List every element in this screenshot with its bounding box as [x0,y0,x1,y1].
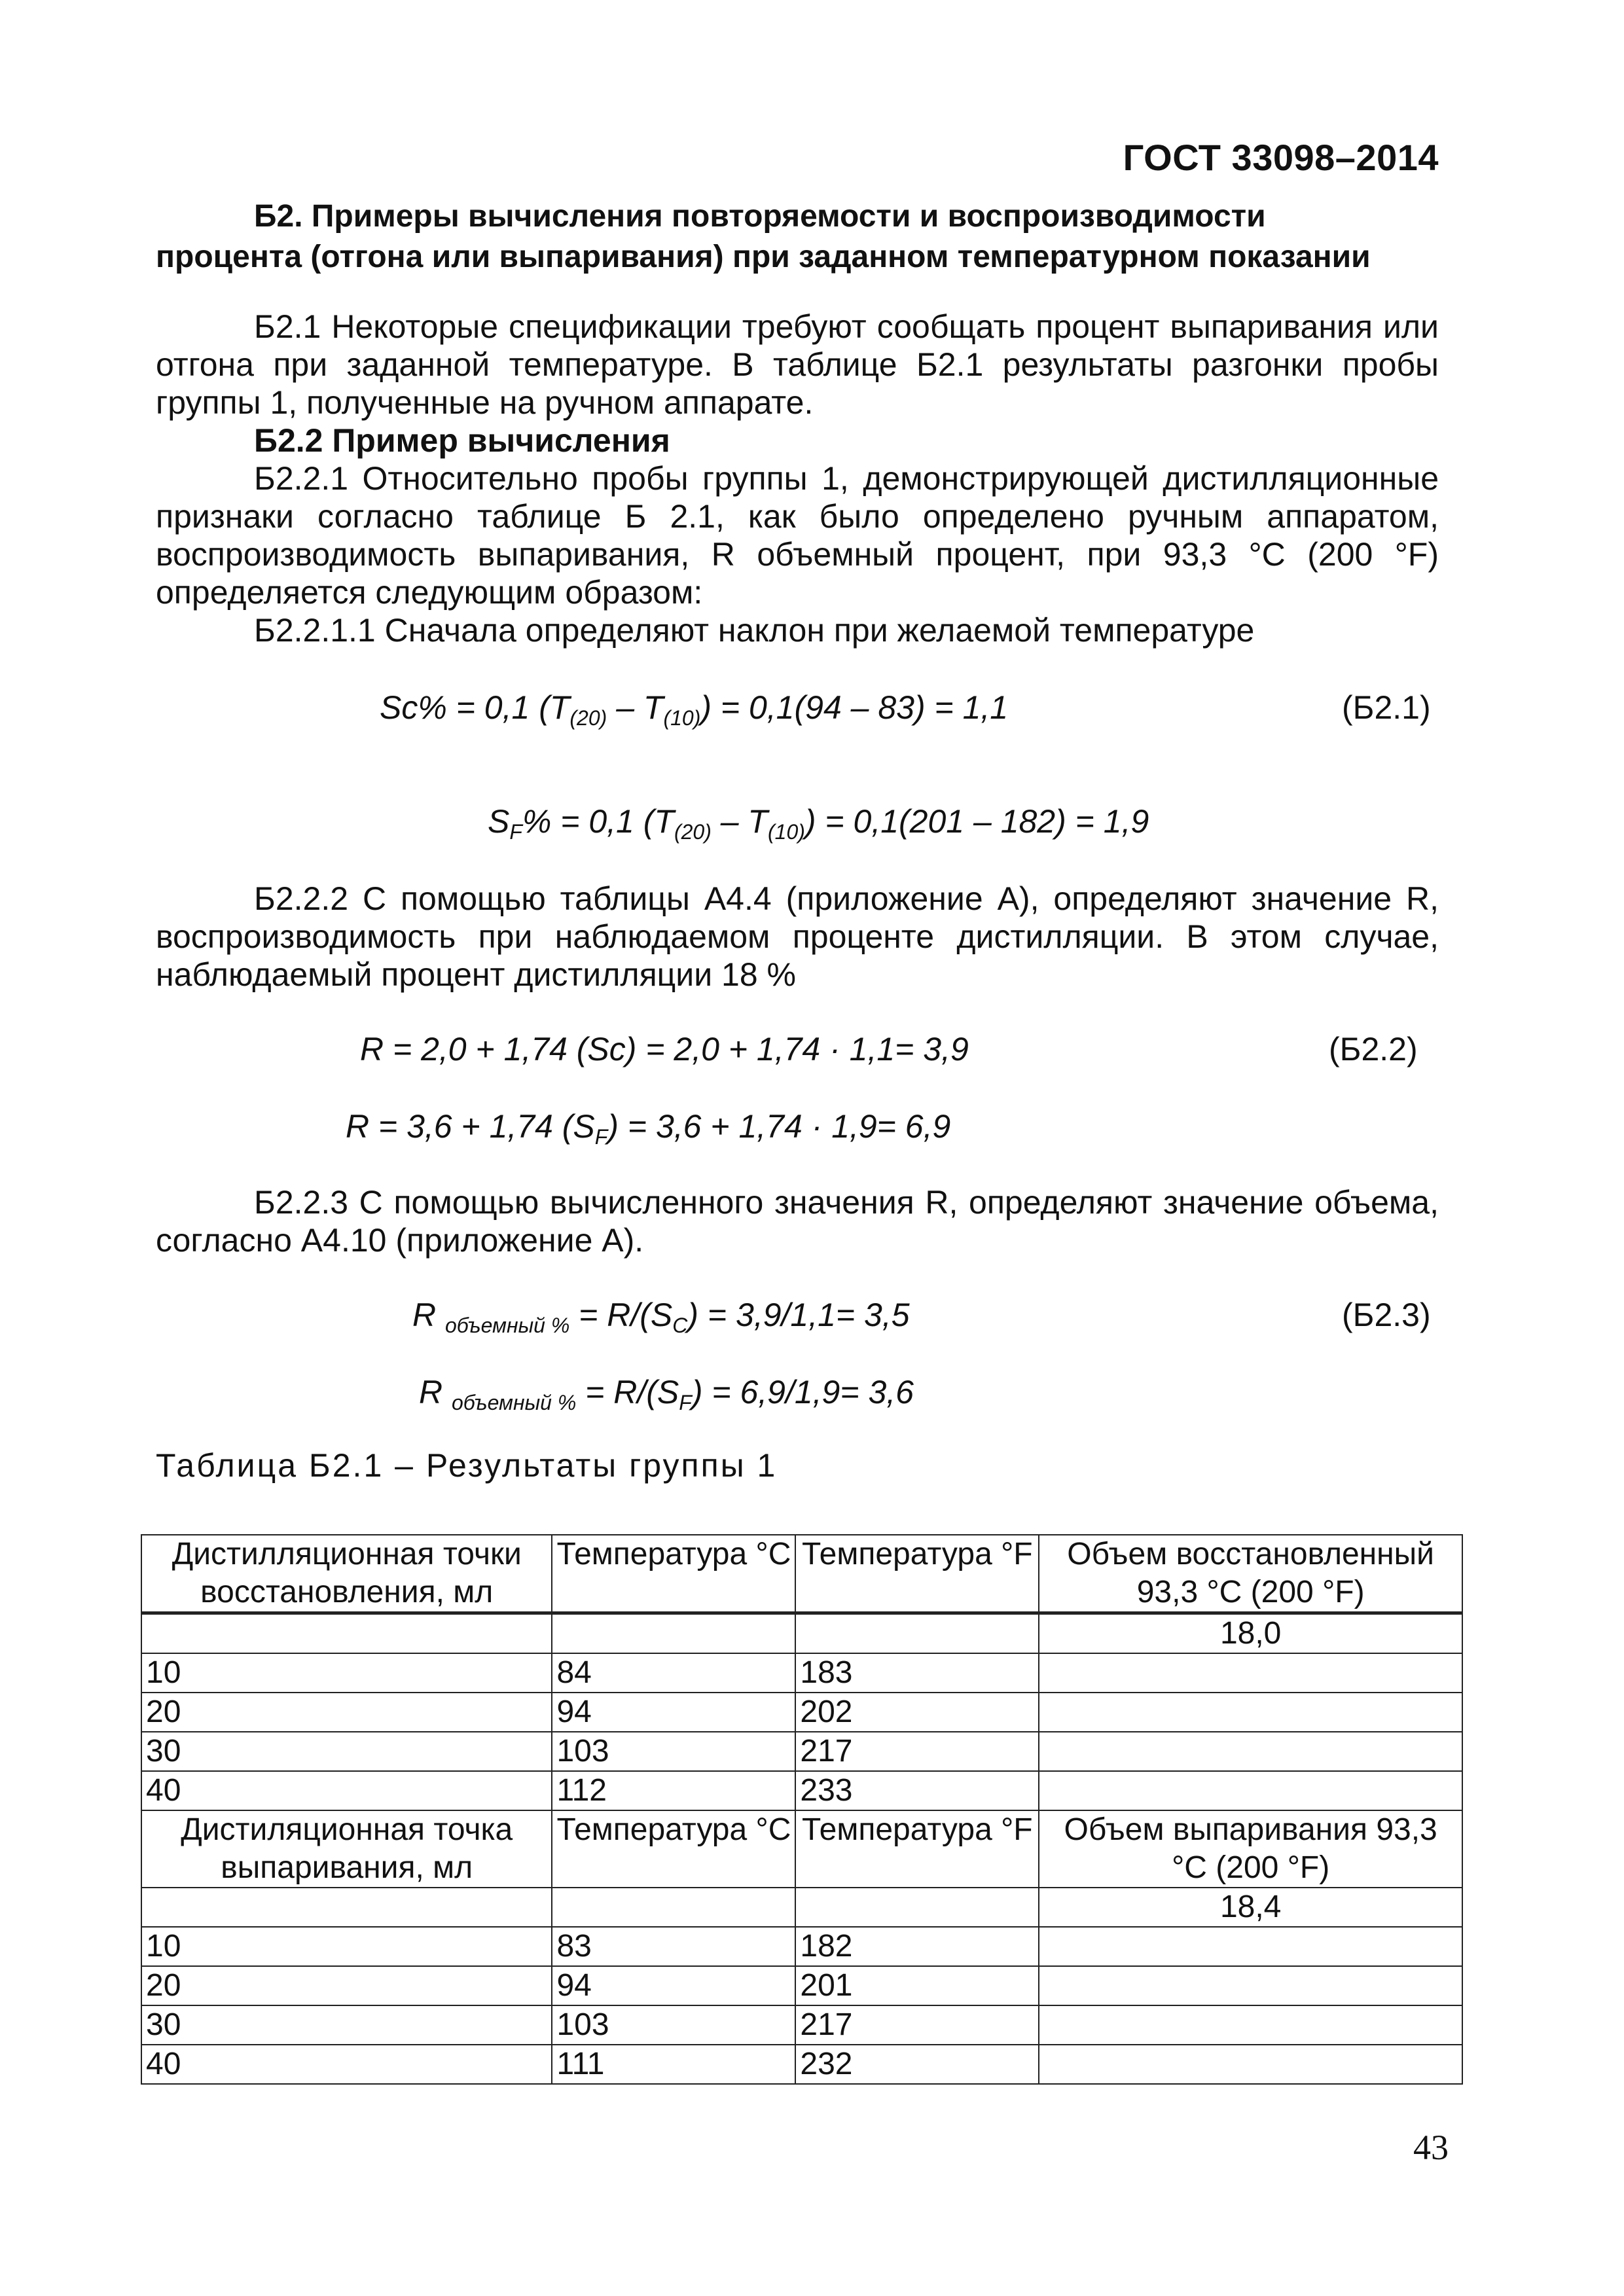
table-cell [1039,1653,1462,1693]
paragraph-b2-2-3: Б2.2.3 С помощью вычисленного значения R, определяют значение объема, согласно А4.10 (приложение А). [156,1184,1439,1259]
table-cell: 30 [141,1732,552,1771]
table-cell [795,1888,1039,1927]
equation-number-b2-2: (Б2.2) [1329,1031,1418,1067]
table-cell: 182 [795,1927,1039,1966]
formula-b2-2: R = 2,0 + 1,74 (Sc) = 2,0 + 1,74 · 1,1= 3,9 [360,1031,969,1067]
header-cell: Объем восстановленный 93,3 °С (200 °F) [1039,1535,1462,1613]
formula-b2-3: R $_{объемный \%} = R/(S_C) = 3,9/1,1= 3,5$ [412,1297,910,1337]
table-cell [795,1613,1039,1654]
table-cell: 112 [552,1771,795,1810]
table-cell [1039,1927,1462,1966]
section-title-line2: процента (отгона или выпаривания) при заданном температурном показании [156,240,1371,274]
table-cell [1039,1966,1462,2005]
section-title [156,196,1439,278]
paragraph-b2-2-1-1: Б2.2.1.1 Сначала определяют наклон при желаемой температуре [254,612,1255,649]
table-cell: 20 [141,1966,552,2005]
table-row [141,1966,1462,2005]
table-header-recovery [141,1535,1462,1613]
table-row [141,1653,1462,1693]
header-cell: Объем выпаривания 93,3 °С (200 °F) [1039,1810,1462,1888]
equation-number-b2-1: (Б2.1) [1342,689,1431,726]
table-cell [552,1613,795,1654]
table-cell [1039,1693,1462,1732]
table-cell: 232 [795,2045,1039,2084]
table-row [141,2045,1462,2084]
table-cell: 40 [141,1771,552,1810]
table-row [141,1613,1462,1654]
table-cell: 217 [795,1732,1039,1771]
table-row [141,1927,1462,1966]
paragraph-b2-2-1: Б2.2.1 Относительно пробы группы 1, демонстрирующей дистилляционные признаки согласно таблице Б 2.1, как было определено ручным аппаратом, воспроизводимость выпаривания, R объемный процент, при 93,3 °С (200 °F) определяется следующим образом: [156,460,1439,611]
header-cell: Температура °F [795,1810,1039,1888]
table-cell [1039,2005,1462,2045]
table-cell: 18,0 [1039,1613,1462,1654]
table-row [141,2005,1462,2045]
table-cell: 30 [141,2005,552,2045]
table-cell: 201 [795,1966,1039,2005]
table-cell: 233 [795,1771,1039,1810]
table-header-evaporation [141,1810,1462,1888]
table-cell [1039,1732,1462,1771]
table-cell: 202 [795,1693,1039,1732]
table-cell: 103 [552,1732,795,1771]
table-cell: 40 [141,2045,552,2084]
page-number: 43 [1413,2128,1449,2167]
subheading-b2-2: Б2.2 Пример вычисления [254,422,670,459]
table-row [141,1771,1462,1810]
table-cell: 103 [552,2005,795,2045]
header-cell: Дистиляционная точка выпаривания, мл [141,1810,552,1888]
header-cell: Температура °С [552,1810,795,1888]
table-cell: 183 [795,1653,1039,1693]
results-table [141,1534,1463,2085]
table-cell [141,1888,552,1927]
table-cell: 83 [552,1927,795,1966]
table-cell [1039,2045,1462,2084]
document-code: ГОСТ 33098–2014 [1123,137,1439,178]
table-cell: 94 [552,1966,795,2005]
equation-number-b2-3: (Б2.3) [1342,1297,1431,1333]
table-cell: 84 [552,1653,795,1693]
table-cell: 10 [141,1927,552,1966]
table-cell [552,1888,795,1927]
table-cell: 10 [141,1653,552,1693]
formula-r-volume-f: R $_{объемный \%} = R/(S_F) = 6,9/1,9= 3,6$ [419,1374,914,1414]
table-cell: 94 [552,1693,795,1732]
paragraph-b2-2-2: Б2.2.2 С помощью таблицы А4.4 (приложение А), определяют значение R, воспроизводимость при наблюдаемом проценте дистилляции. В этом случае, наблюдаемый процент дистилляции 18 % [156,880,1439,993]
section-title-line1: Б2. Примеры вычисления повторяемости и воспроизводимости [254,199,1266,234]
table-cell [141,1613,552,1654]
table-row [141,1732,1462,1771]
table-cell: 20 [141,1693,552,1732]
formula-sf: $S_F\% = 0,1$ $(T_{(20)} - T_{(10)}) = 0,1(201 - 182) = 1,9$ [488,803,1149,844]
table-cell: 18,4 [1039,1888,1462,1927]
formula-r-sf: R = 3,6 + 1,74 $(S_F) = 3,6 + 1,74 \cdot 1,9= 6,9$ [346,1108,951,1149]
header-cell: Дистилляционная точки восстановления, мл [141,1535,552,1613]
table-cell [1039,1771,1462,1810]
header-cell: Температура °С [552,1535,795,1613]
table-cell: 111 [552,2045,795,2084]
paragraph-b2-1: Б2.1 Некоторые спецификации требуют сообщать процент выпаривания или отгона при заданной температуре. В таблице Б2.1 результаты разгонки пробы группы 1, полученные на ручном аппарате. [156,308,1439,421]
table-caption: Таблица Б2.1 – Результаты группы 1 [156,1447,778,1484]
formula-b2-1: Sc% = 0,1 $(T_{(20)} - T_{(10)}) = 0,1(94 - 83) = 1,1$ [380,689,1009,730]
header-cell: Температура °F [795,1535,1039,1613]
table-cell: 217 [795,2005,1039,2045]
table-row [141,1888,1462,1927]
table-row [141,1693,1462,1732]
